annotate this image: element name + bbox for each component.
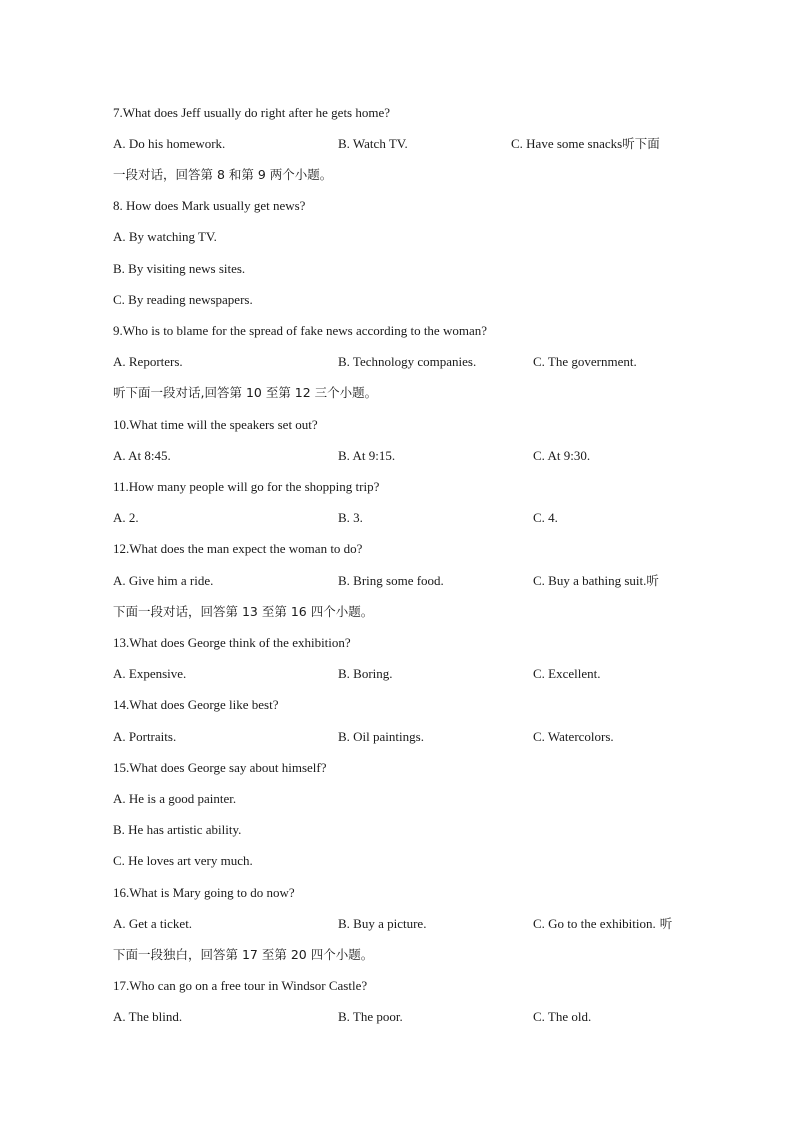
question-16-option-a: A. Get a ticket. (113, 916, 193, 931)
question-16-option-b: B. Buy a picture. (338, 916, 427, 931)
question-11-stem: 11.How many people will go for the shopping trip? (113, 479, 380, 494)
question-12-options (113, 573, 713, 589)
question-10-stem: 10.What time will the speakers set out? (113, 417, 318, 432)
question-14-option-b: B. Oil paintings. (338, 729, 424, 744)
question-16-option-c-text: C. Go to the exhibition. (533, 916, 656, 931)
question-13-option-b: B. Boring. (338, 666, 393, 681)
question-7-option-b: B. Watch TV. (338, 136, 408, 151)
question-9-options (113, 354, 713, 370)
question-17-option-b: B. The poor. (338, 1009, 403, 1024)
section-intro-8-9: 一段对话，回答第 8 和第 9 两个小题。 (113, 167, 333, 182)
question-13-stem: 13.What does George think of the exhibition? (113, 635, 351, 650)
question-7-options (113, 136, 713, 152)
question-11-options (113, 510, 713, 526)
question-12-option-c-text: C. Buy a bathing suit. (533, 573, 647, 588)
question-12-option-b: B. Bring some food. (338, 573, 444, 588)
question-12-option-a: A. Give him a ride. (113, 573, 214, 588)
question-15-stem: 15.What does George say about himself? (113, 760, 327, 775)
question-11-option-a: A. 2. (113, 510, 139, 525)
question-9-option-b: B. Technology companies. (338, 354, 477, 369)
question-17-option-a: A. The blind. (113, 1009, 183, 1024)
question-7-stem: 7.What does Jeff usually do right after he gets home? (113, 105, 391, 120)
question-15-option-a: A. He is a good painter. (113, 791, 237, 806)
question-14-options (113, 729, 713, 745)
question-8-option-a: A. By watching TV. (113, 229, 217, 244)
question-8-option-b: B. By visiting news sites. (113, 261, 246, 276)
question-11-option-c: C. 4. (533, 510, 558, 525)
question-7-trailing-instruction: 听下面 (622, 136, 660, 151)
question-17-stem: 17.Who can go on a free tour in Windsor Castle? (113, 978, 368, 993)
question-12-stem: 12.What does the man expect the woman to do? (113, 541, 363, 556)
question-8-stem: 8. How does Mark usually get news? (113, 198, 306, 213)
question-10-option-b: B. At 9:15. (338, 448, 396, 463)
question-16-stem: 16.What is Mary going to do now? (113, 885, 295, 900)
question-13-option-c: C. Excellent. (533, 666, 601, 681)
question-16-option-c (533, 916, 672, 932)
question-15-option-c: C. He loves art very much. (113, 853, 253, 868)
question-16-options (113, 916, 713, 932)
question-9-option-a: A. Reporters. (113, 354, 183, 369)
question-14-option-c: C. Watercolors. (533, 729, 614, 744)
question-13-option-a: A. Expensive. (113, 666, 187, 681)
section-intro-13-16: 下面一段对话，回答第 13 至第 16 四个小题。 (113, 604, 374, 619)
question-8-option-c: C. By reading newspapers. (113, 292, 253, 307)
question-11-option-b: B. 3. (338, 510, 363, 525)
question-10-option-a: A. At 8:45. (113, 448, 171, 463)
section-intro-10-12: 听下面一段对话,回答第 10 至第 12 三个小题。 (113, 385, 378, 400)
question-14-stem: 14.What does George like best? (113, 697, 279, 712)
question-12-trailing-instruction: 听 (646, 573, 659, 588)
question-17-option-c: C. The old. (533, 1009, 592, 1024)
section-intro-17-20: 下面一段独白，回答第 17 至第 20 四个小题。 (113, 947, 374, 962)
question-10-options (113, 448, 713, 464)
question-13-options (113, 666, 713, 682)
question-12-option-c (533, 573, 659, 589)
question-16-trailing-instruction: 听 (655, 916, 673, 931)
question-7-option-a: A. Do his homework. (113, 136, 226, 151)
question-7-option-c (511, 136, 660, 152)
question-10-option-c: C. At 9:30. (533, 448, 591, 463)
question-15-option-b: B. He has artistic ability. (113, 822, 242, 837)
question-9-option-c: C. The government. (533, 354, 637, 369)
question-17-options (113, 1009, 713, 1025)
question-14-option-a: A. Portraits. (113, 729, 177, 744)
question-7-option-c-text: C. Have some snacks (511, 136, 623, 151)
question-9-stem: 9.Who is to blame for the spread of fake news according to the woman? (113, 323, 487, 338)
